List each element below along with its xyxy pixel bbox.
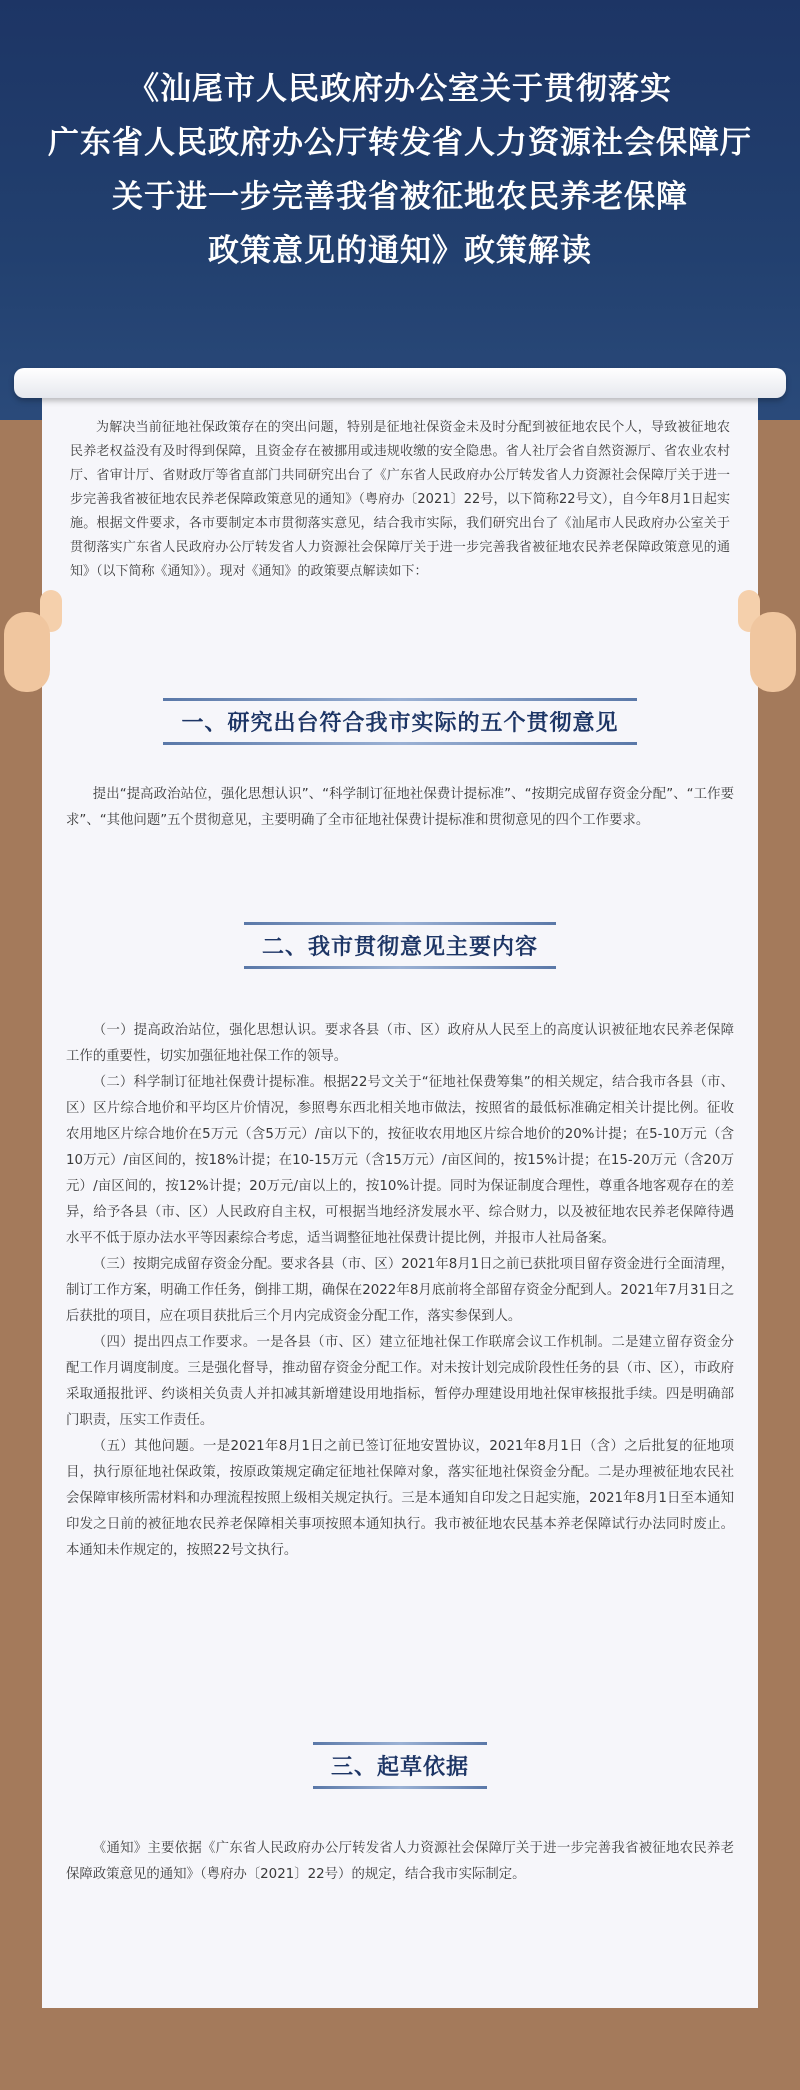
title-line-4: 政策意见的通知》政策解读	[208, 233, 592, 269]
section-2-paragraph-3: （三）按期完成留存资金分配。要求各县（市、区）2021年8月1日之前已获批项目留存资金进行全面清理，制订工作方案，明确工作任务，倒排工期，确保在2022年8月底前将全部留存资金分配到人。2021年7月31日之后获批的项目，应在项目获批后三个月内完成资金分配工作，落实参保到人。	[66, 1257, 734, 1324]
section-2-paragraph-5: （五）其他问题。一是2021年8月1日之前已签订征地安置协议，2021年8月1日（含）之后批复的征地项目，执行原征地社保政策，按原政策规定确定征地社保障对象，落实征地社保资金分配。二是办理被征地农民社会保障审核所需材料和办理流程按照上级相关规定执行。三是本通知自印发之日起实施，2021年8月1日至本通知印发之日前的被征地农民养老保障相关事项按照本通知执行。我市被征地农民基本养老保障试行办法同时废止。本通知未作规定的，按照22号文执行。	[66, 1439, 734, 1558]
section-2-title: 二、我市贯彻意见主要内容	[244, 922, 556, 969]
title-line-3: 关于进一步完善我省被征地农民养老保障	[112, 179, 688, 215]
section-1-heading	[0, 698, 800, 745]
section-2-paragraph-1: （一）提高政治站位，强化思想认识。要求各县（市、区）政府从人民至上的高度认识被征地农民养老保障工作的重要性，切实加强征地社保工作的领导。	[66, 1023, 734, 1064]
page-title	[0, 62, 800, 278]
section-3-body	[66, 1836, 734, 1888]
title-line-1: 《汕尾市人民政府办公室关于贯彻落实	[128, 71, 672, 107]
section-2-paragraph-2: （二）科学制订征地社保费计提标准。根据22号文关于“征地社保费筹集”的相关规定，结合我市各县（市、区）区片综合地价和平均区片价情况，参照粤东西北相关地市做法，按照省的最低标准确定相关计提比例。征收农用地区片综合地价在5万元（含5万元）/亩以下的，按征收农用地区片综合地价的20%计提；在5-10万元（含10万元）/亩区间的，按18%计提；在10-15万元（含15万元）/亩区间的，按15%计提；在15-20万元（含20万元）/亩区间的，按12%计提；20万元/亩以上的，按10%计提。同时为保证制度合理性，尊重各地客观存在的差异，给予各县（市、区）人民政府自主权，可根据当地经济发展水平、综合财力，以及被征地农民养老保障待遇水平不低于原办法水平等因素综合考虑，适当调整征地社保费计提比例，并报市人社局备案。	[66, 1075, 734, 1246]
section-1-body	[66, 782, 734, 834]
section-2-body	[66, 1018, 734, 1564]
section-1-paragraph: 提出“提高政治站位，强化思想认识”、“科学制订征地社保费计提标准”、“按期完成留存资金分配”、“工作要求”、“其他问题”五个贯彻意见，主要明确了全市征地社保费计提标准和贯彻意见的四个工作要求。	[66, 787, 734, 828]
right-hand	[750, 612, 796, 692]
section-3-heading	[0, 1742, 800, 1789]
section-2-heading	[0, 922, 800, 969]
left-hand	[4, 612, 50, 692]
section-3-paragraph: 《通知》主要依据《广东省人民政府办公厅转发省人力资源社会保障厅关于进一步完善我省被征地农民养老保障政策意见的通知》（粤府办〔2021〕22号）的规定，结合我市实际制定。	[66, 1841, 734, 1882]
header-banner	[0, 0, 800, 420]
section-1-title: 一、研究出台符合我市实际的五个贯彻意见	[163, 698, 636, 745]
section-3-title: 三、起草依据	[313, 1742, 487, 1789]
scroll-roll	[14, 368, 786, 398]
section-2-paragraph-4: （四）提出四点工作要求。一是各县（市、区）建立征地社保工作联席会议工作机制。二是建立留存资金分配工作月调度制度。三是强化督导，推动留存资金分配工作。对未按计划完成阶段性任务的县（市、区），市政府采取通报批评、约谈相关负责人并扣减其新增建设用地指标，暂停办理建设用地社保审核报批手续。四是明确部门职责，压实工作责任。	[66, 1335, 734, 1428]
intro-paragraph: 为解决当前征地社保政策存在的突出问题，特别是征地社保资金未及时分配到被征地农民个人，导致被征地农民养老权益没有及时得到保障，且资金存在被挪用或违规收缴的安全隐患。省人社厅会省自然资源厅、省农业农村厅、省审计厅、省财政厅等省直部门共同研究出台了《广东省人民政府办公厅转发省人力资源社会保障厅关于进一步完善我省被征地农民养老保障政策意见的通知》（粤府办〔2021〕22号，以下简称22号文），自今年8月1日起实施。根据文件要求，各市要制定本市贯彻落实意见，结合我市实际，我们研究出台了《汕尾市人民政府办公室关于贯彻落实广东省人民政府办公厅转发省人力资源社会保障厅关于进一步完善我省被征地农民养老保障政策意见的通知》（以下简称《通知》）。现对《通知》的政策要点解读如下：	[70, 420, 730, 579]
title-line-2: 广东省人民政府办公厅转发省人力资源社会保障厅	[48, 125, 752, 161]
